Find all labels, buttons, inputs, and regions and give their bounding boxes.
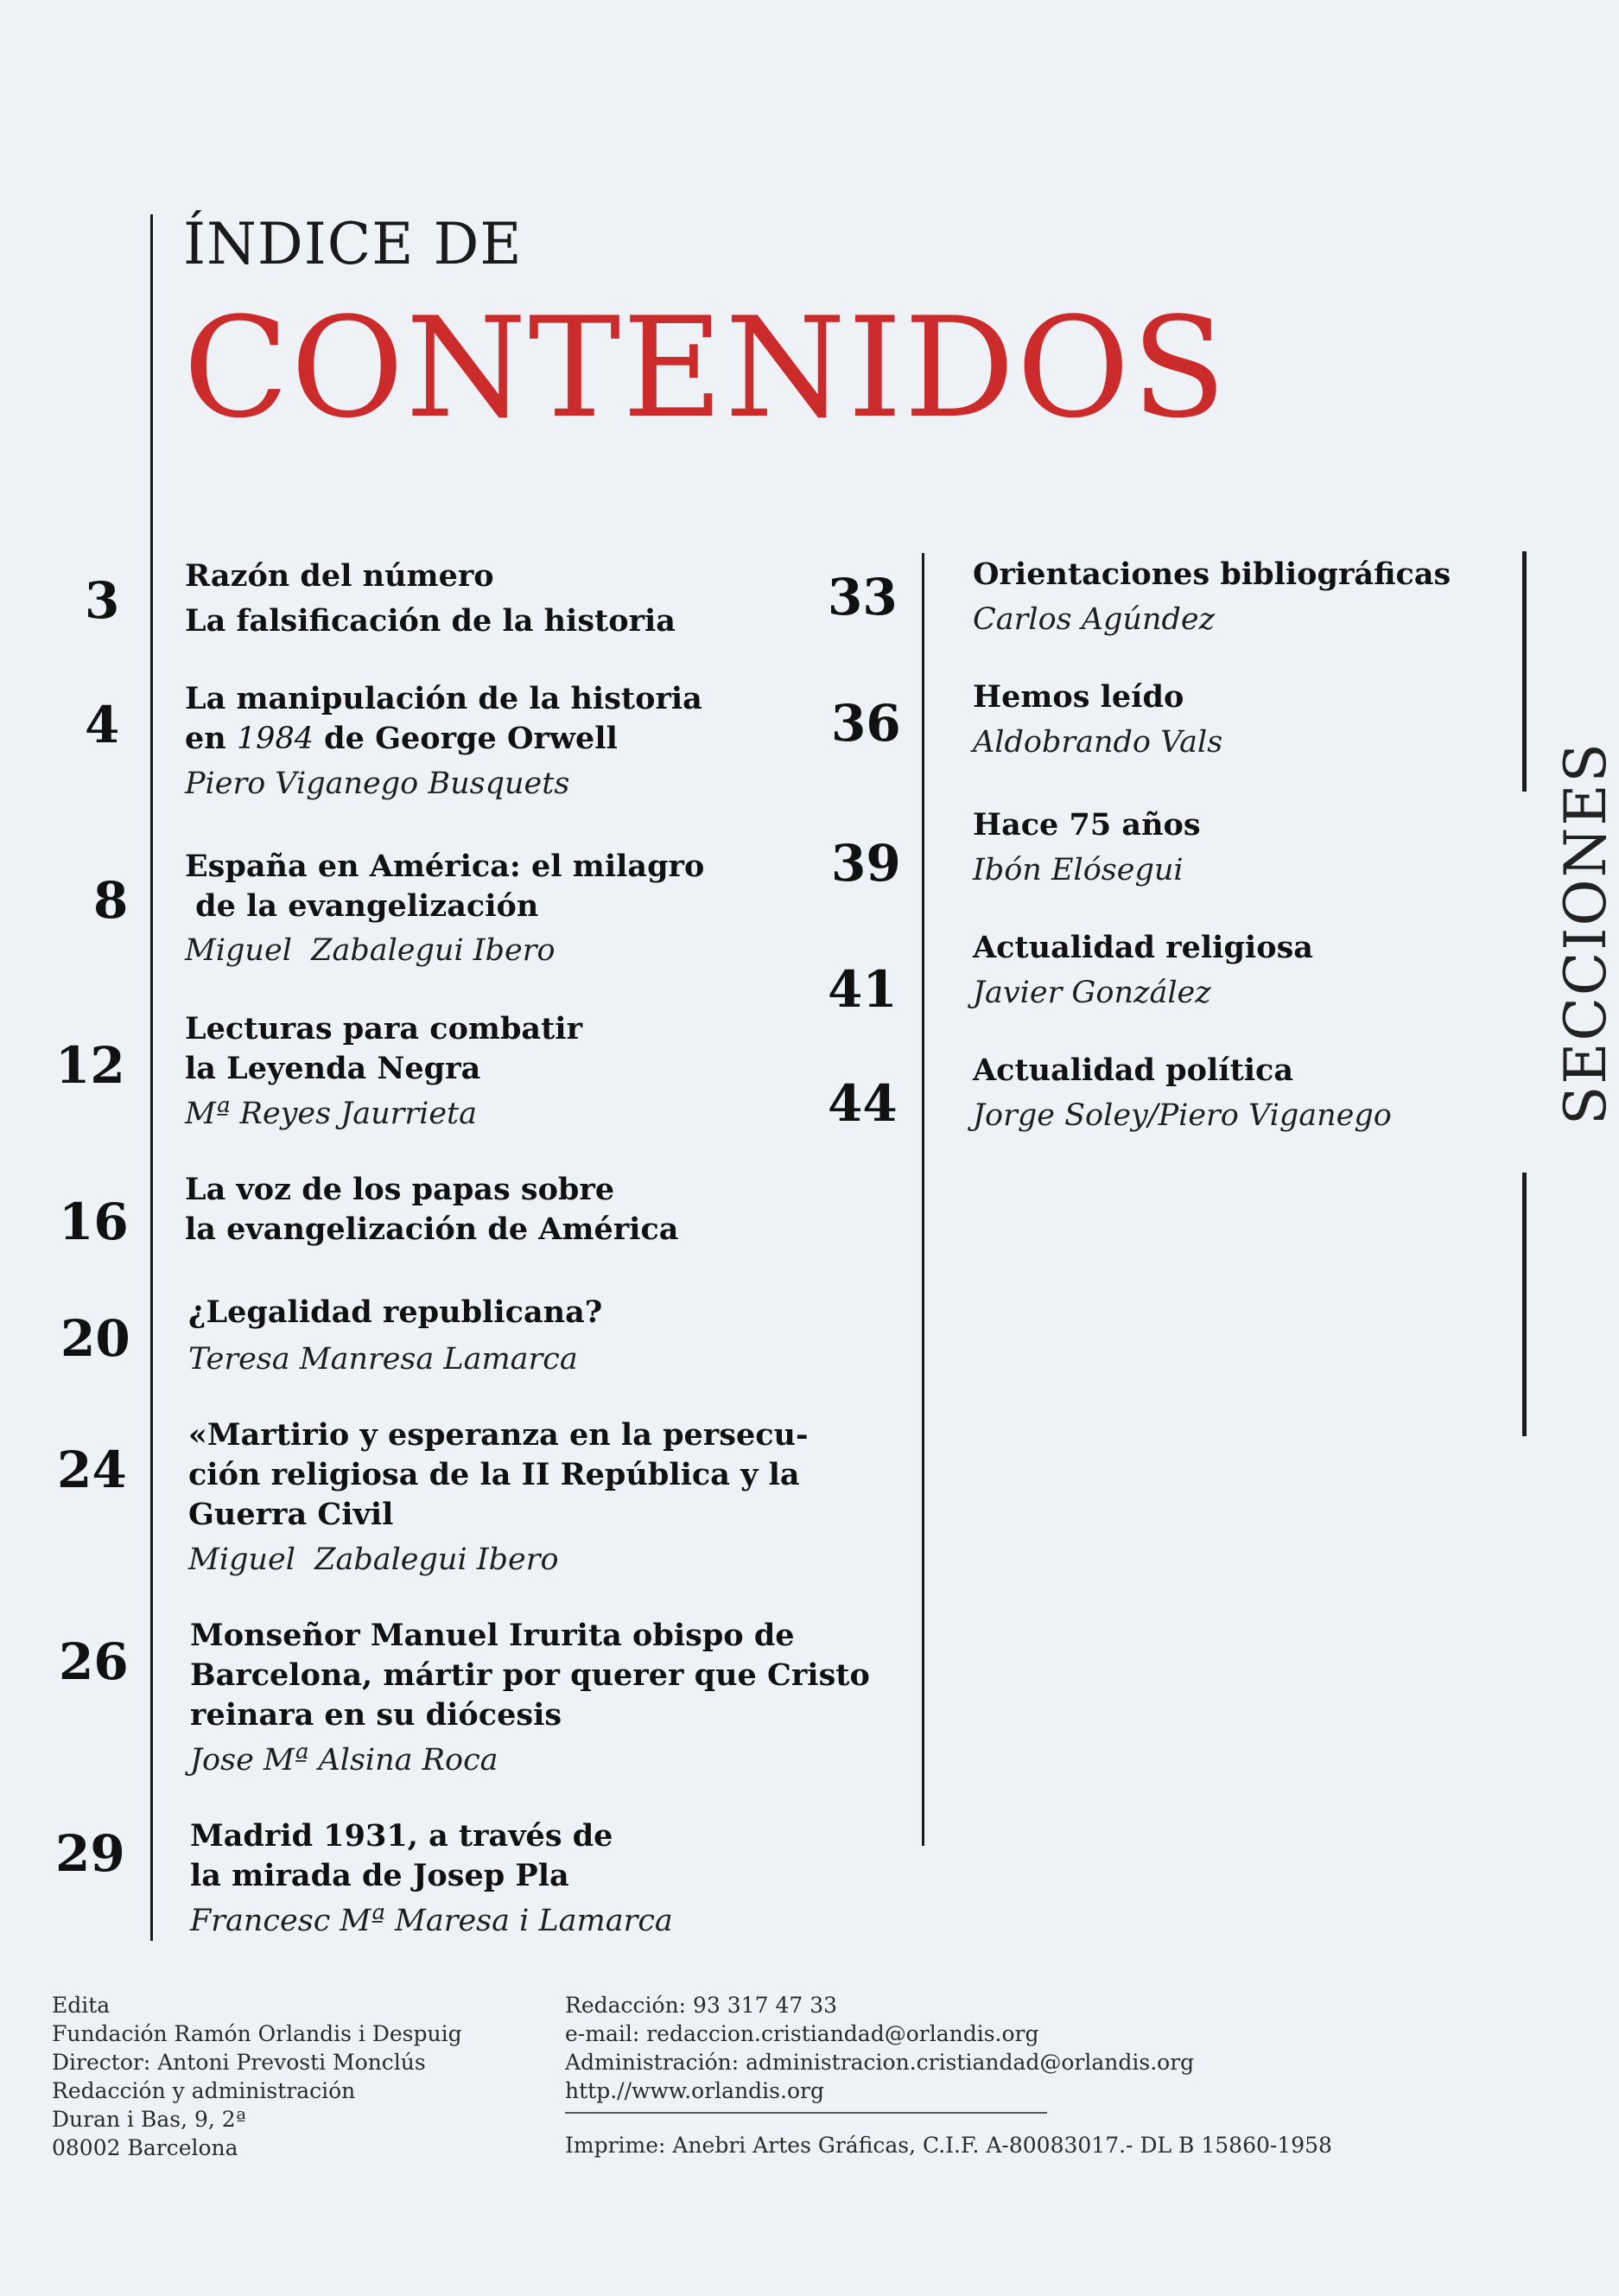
secciones-rule-bottom	[1522, 1173, 1527, 1436]
page-number: 24	[57, 1441, 127, 1499]
entry-title: «Martirio y esperanza en la persecu- ción religiosa de la II República y la Guerra Civil	[188, 1417, 809, 1532]
footer-admin-email-link[interactable]: Administración: administracion.cristiandad@orlandis.org	[565, 2050, 1195, 2075]
entry-title: La manipulación de la historia en 1984 de George Orwell	[185, 679, 702, 759]
footer-printer: Imprime: Anebri Artes Gráficas, C.I.F. A-80083017.- DL B 15860-1958	[565, 2133, 1332, 2158]
entry-author: Francesc Mª Maresa i Lamarca	[190, 1904, 673, 1938]
footer-divider	[565, 2112, 1047, 2114]
entry-author: Miguel Zabalegui Ibero	[188, 1542, 559, 1577]
entry-title: Madrid 1931, a través de la mirada de Josep Pla	[190, 1818, 613, 1893]
entry-author: Piero Viganego Busquets	[185, 766, 570, 801]
page-number: 33	[828, 568, 898, 626]
footer-publisher: Edita Fundación Ramón Orlandis i Despuig Director: Antoni Prevosti Monclús Redacción y administración Duran i Bas, 9, 2ª 08002 Barcelona	[52, 1993, 462, 2160]
entry-author: Aldobrando Vals	[973, 725, 1223, 760]
entry-title: Hemos leído	[973, 679, 1184, 715]
entry-title-line-orwell: en 1984 de George Orwell	[185, 721, 618, 756]
entry-title: Monseñor Manuel Irurita obispo de Barcelona, mártir por querer que Cristo reinara en su diócesis	[190, 1618, 870, 1733]
entry-author: Javier González	[973, 976, 1211, 1010]
page-number: 4	[85, 696, 120, 754]
entry-title: Actualidad religiosa	[973, 930, 1313, 965]
entry-author: Carlos Agúndez	[973, 602, 1216, 637]
left-vertical-rule	[150, 214, 153, 1941]
entry-title: Actualidad política	[973, 1053, 1294, 1088]
page-number: 3	[85, 571, 120, 630]
footer-email-link[interactable]: e-mail: redaccion.cristiandad@orlandis.org	[565, 2021, 1039, 2046]
page-number: 29	[55, 1824, 125, 1883]
page-number: 12	[55, 1036, 125, 1095]
header-index-de: ÍNDICE DE	[183, 211, 523, 277]
entry-title: Lecturas para combatir la Leyenda Negra	[185, 1011, 583, 1086]
entry-author: Jorge Soley/Piero Viganego	[973, 1098, 1392, 1133]
page-number: 36	[831, 694, 901, 753]
entry-author: Ibón Elósegui	[973, 853, 1184, 887]
page-number: 20	[60, 1309, 130, 1368]
page-number: 16	[59, 1193, 129, 1251]
page-number: 44	[828, 1074, 898, 1133]
footer-contact: Redacción: 93 317 47 33 e-mail: redaccion.cristiandad@orlandis.org Administración: administracion.cristiandad@orlandis.org http.//www.orlandis.org	[565, 1993, 1195, 2103]
entry-title: Hace 75 años	[973, 807, 1201, 843]
middle-vertical-rule	[922, 553, 924, 1846]
page-number: 26	[59, 1632, 129, 1691]
footer-website-link[interactable]: http.//www.orlandis.org	[565, 2078, 824, 2103]
header-contenidos: CONTENIDOS	[183, 287, 1229, 448]
entry-author: Jose Mª Alsina Roca	[190, 1743, 498, 1778]
entry-author: Mª Reyes Jaurrieta	[185, 1097, 477, 1131]
entry-author: Miguel Zabalegui Ibero	[185, 933, 556, 968]
page-number: 41	[828, 960, 898, 1019]
secciones-label: SECCIONES	[1552, 741, 1619, 1125]
entry-title: Razón del número La falsificación de la historia	[185, 558, 676, 639]
entry-title: España en América: el milagro de la evangelización	[185, 849, 705, 924]
entry-title: Orientaciones bibliográficas	[973, 557, 1451, 592]
entry-title: ¿Legalidad republicana?	[188, 1294, 603, 1330]
page-number: 39	[831, 834, 901, 893]
secciones-rule-top	[1522, 551, 1527, 792]
entry-author: Teresa Manresa Lamarca	[188, 1342, 578, 1377]
page-number: 8	[93, 871, 129, 930]
entry-title: La voz de los papas sobre la evangelización de América	[185, 1172, 679, 1247]
